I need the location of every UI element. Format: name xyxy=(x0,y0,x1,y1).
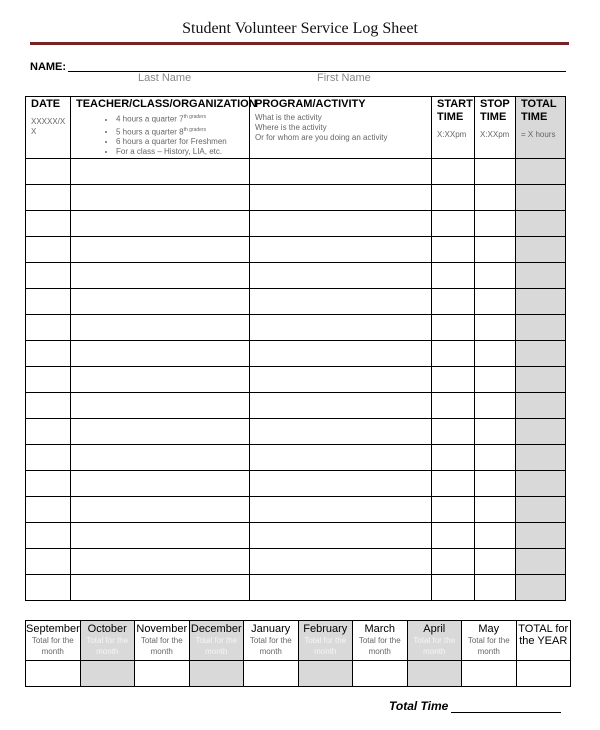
month-name: March xyxy=(364,623,396,635)
month-subtitle: Total for the month xyxy=(358,636,401,656)
month-cell xyxy=(26,621,81,661)
total-time-cell[interactable] xyxy=(516,341,566,367)
month-cell xyxy=(298,621,353,661)
program-cell[interactable] xyxy=(250,549,432,575)
year-total-entry[interactable] xyxy=(516,661,571,687)
total-time-cell[interactable] xyxy=(516,393,566,419)
program-cell[interactable] xyxy=(250,575,432,601)
teacher-cell[interactable] xyxy=(71,315,250,341)
name-label: NAME: xyxy=(30,61,67,73)
log-entry-row xyxy=(26,211,566,237)
last-name-caption: Last Name xyxy=(138,72,192,84)
log-entry-row xyxy=(26,549,566,575)
total-time-cell[interactable] xyxy=(516,523,566,549)
program-cell[interactable] xyxy=(250,289,432,315)
log-entry-row xyxy=(26,315,566,341)
start-time-cell[interactable] xyxy=(432,445,475,471)
total-time-cell[interactable] xyxy=(516,185,566,211)
total-time-cell[interactable] xyxy=(516,549,566,575)
date-cell[interactable] xyxy=(26,445,71,471)
first-name-caption: First Name xyxy=(317,72,371,84)
log-entry-row xyxy=(26,575,566,601)
start-time-cell[interactable] xyxy=(432,393,475,419)
month-total-entry[interactable] xyxy=(244,661,299,687)
teacher-hint-superscript: th graders xyxy=(183,126,207,133)
date-cell[interactable] xyxy=(26,341,71,367)
month-total-entry[interactable] xyxy=(26,661,81,687)
teacher-cell[interactable] xyxy=(71,211,250,237)
month-name: May xyxy=(478,623,500,635)
start-time-cell[interactable] xyxy=(432,575,475,601)
header-stop-time xyxy=(475,97,516,159)
program-cell[interactable] xyxy=(250,497,432,523)
stop-time-cell[interactable] xyxy=(475,549,516,575)
teacher-cell[interactable] xyxy=(71,237,250,263)
page-title: Student Volunteer Service Log Sheet xyxy=(182,20,418,37)
start-time-cell[interactable] xyxy=(432,497,475,523)
teacher-cell[interactable] xyxy=(71,575,250,601)
program-cell[interactable] xyxy=(250,185,432,211)
date-cell[interactable] xyxy=(26,237,71,263)
program-cell[interactable] xyxy=(250,159,432,185)
log-entry-row xyxy=(26,159,566,185)
header-total-label: TOTAL TIME xyxy=(521,98,557,123)
date-cell[interactable] xyxy=(26,211,71,237)
month-subtitle: Total for the month xyxy=(249,636,292,656)
start-time-cell[interactable] xyxy=(432,159,475,185)
month-name: September xyxy=(26,623,80,635)
total-time-cell[interactable] xyxy=(516,367,566,393)
header-program-label: PROGRAM/ACTIVITY xyxy=(255,98,366,110)
start-time-cell[interactable] xyxy=(432,211,475,237)
month-name: October xyxy=(87,623,127,635)
teacher-cell[interactable] xyxy=(71,263,250,289)
header-date-label: DATE xyxy=(31,98,61,110)
total-time-cell[interactable] xyxy=(516,315,566,341)
log-entry-row xyxy=(26,393,566,419)
month-total-entry[interactable] xyxy=(80,661,135,687)
stop-time-cell[interactable] xyxy=(475,523,516,549)
month-cell xyxy=(353,621,408,661)
total-time-cell[interactable] xyxy=(516,419,566,445)
total-time-cell[interactable] xyxy=(516,497,566,523)
date-cell[interactable] xyxy=(26,159,71,185)
teacher-cell[interactable] xyxy=(71,523,250,549)
start-time-cell[interactable] xyxy=(432,315,475,341)
teacher-cell[interactable] xyxy=(71,289,250,315)
stop-time-cell[interactable] xyxy=(475,367,516,393)
start-time-cell[interactable] xyxy=(432,341,475,367)
stop-time-cell[interactable] xyxy=(475,497,516,523)
month-subtitle: Total for the month xyxy=(467,636,510,656)
log-entry-row xyxy=(26,419,566,445)
start-time-cell[interactable] xyxy=(432,289,475,315)
stop-time-cell[interactable] xyxy=(475,419,516,445)
stop-time-cell[interactable] xyxy=(475,393,516,419)
header-teacher xyxy=(71,97,257,159)
program-cell[interactable] xyxy=(250,471,432,497)
start-time-cell[interactable] xyxy=(432,471,475,497)
month-total-entry[interactable] xyxy=(135,661,190,687)
header-teacher-label: TEACHER/CLASS/ORGANIZATION xyxy=(76,98,257,110)
start-time-cell[interactable] xyxy=(432,419,475,445)
stop-time-cell[interactable] xyxy=(475,315,516,341)
month-header-row xyxy=(26,621,571,661)
log-header-row xyxy=(26,97,566,159)
total-hint: = X hours xyxy=(521,130,556,139)
date-cell[interactable] xyxy=(26,523,71,549)
teacher-cell[interactable] xyxy=(71,185,250,211)
teacher-hint-item: • 5 hours a quarter $8^{th graders}$ xyxy=(116,125,244,138)
total-time-label: Total Time xyxy=(389,699,449,713)
month-total-entry[interactable] xyxy=(353,661,408,687)
teacher-hint-item: • 4 hours a quarter $7^{th graders}$ xyxy=(116,112,244,125)
month-cell xyxy=(407,621,462,661)
start-hint: X:XXpm xyxy=(437,130,467,139)
month-subtitle: Total for the month xyxy=(31,636,74,656)
program-cell[interactable] xyxy=(250,367,432,393)
year-total-cell xyxy=(516,621,571,661)
month-name: December xyxy=(190,623,242,635)
program-cell[interactable] xyxy=(250,315,432,341)
teacher-cell[interactable] xyxy=(71,419,250,445)
log-entry-row xyxy=(26,471,566,497)
month-subtitle: Total for the month xyxy=(304,636,347,656)
monthly-totals-table xyxy=(25,620,571,687)
log-table-body xyxy=(26,159,566,601)
month-cell xyxy=(189,621,244,661)
month-name: February xyxy=(303,623,348,635)
stop-time-cell[interactable] xyxy=(475,575,516,601)
date-cell[interactable] xyxy=(26,575,71,601)
stop-time-cell[interactable] xyxy=(475,289,516,315)
program-cell[interactable] xyxy=(250,445,432,471)
date-hint: XXXXX/X X xyxy=(31,117,66,136)
month-total-entry[interactable] xyxy=(189,661,244,687)
stop-time-cell[interactable] xyxy=(475,445,516,471)
total-time-cell[interactable] xyxy=(516,237,566,263)
start-time-cell[interactable] xyxy=(432,185,475,211)
teacher-hint-item: • 6 hours a quarter for Freshmen xyxy=(116,137,244,147)
program-cell[interactable] xyxy=(250,393,432,419)
month-entry-row xyxy=(26,661,571,687)
start-time-cell[interactable] xyxy=(432,367,475,393)
stop-time-cell[interactable] xyxy=(475,471,516,497)
stop-hint: X:XXpm xyxy=(480,130,510,139)
month-name: November xyxy=(136,623,188,635)
program-cell[interactable] xyxy=(250,263,432,289)
month-total-entry[interactable] xyxy=(298,661,353,687)
date-cell[interactable] xyxy=(26,471,71,497)
log-entry-row xyxy=(26,497,566,523)
stop-time-cell[interactable] xyxy=(475,263,516,289)
header-start-time xyxy=(432,97,475,159)
month-cell xyxy=(244,621,299,661)
teacher-cell[interactable] xyxy=(71,497,250,523)
log-entry-row xyxy=(26,289,566,315)
start-time-cell[interactable] xyxy=(432,549,475,575)
date-cell[interactable] xyxy=(26,289,71,315)
date-cell[interactable] xyxy=(26,497,71,523)
program-cell[interactable] xyxy=(250,419,432,445)
month-cell xyxy=(80,621,135,661)
start-time-cell[interactable] xyxy=(432,237,475,263)
log-entry-row xyxy=(26,263,566,289)
stop-time-cell[interactable] xyxy=(475,211,516,237)
program-hint: What is the activity xyxy=(255,113,322,122)
program-cell[interactable] xyxy=(250,341,432,367)
teacher-hint-item: • For a class – History, LIA, etc. xyxy=(116,147,244,157)
date-cell[interactable] xyxy=(26,185,71,211)
month-total-entry[interactable] xyxy=(462,661,517,687)
stop-time-cell[interactable] xyxy=(475,185,516,211)
date-cell[interactable] xyxy=(26,393,71,419)
month-subtitle: Total for the month xyxy=(195,636,238,656)
program-hint: Where is the activity xyxy=(255,123,327,132)
month-subtitle: Total for the month xyxy=(140,636,183,656)
teacher-cell[interactable] xyxy=(71,445,250,471)
date-cell[interactable] xyxy=(26,315,71,341)
month-cell xyxy=(462,621,517,661)
total-time-cell[interactable] xyxy=(516,211,566,237)
month-total-entry[interactable] xyxy=(407,661,462,687)
header-start-label: START TIME xyxy=(437,98,473,123)
teacher-cell[interactable] xyxy=(71,341,250,367)
title-divider xyxy=(30,42,569,45)
month-subtitle: Total for the month xyxy=(413,636,456,656)
log-entry-row xyxy=(26,185,566,211)
total-time-cell[interactable] xyxy=(516,445,566,471)
total-time-field-line[interactable] xyxy=(451,712,561,713)
header-stop-label: STOP TIME xyxy=(480,98,510,123)
teacher-cell[interactable] xyxy=(71,393,250,419)
teacher-hints-list xyxy=(76,112,244,157)
program-hint: Or for whom are you doing an activity xyxy=(255,133,388,142)
month-subtitle: Total for the month xyxy=(86,636,129,656)
header-date xyxy=(26,97,71,159)
stop-time-cell[interactable] xyxy=(475,159,516,185)
date-cell[interactable] xyxy=(26,263,71,289)
teacher-cell[interactable] xyxy=(71,367,250,393)
month-cell xyxy=(135,621,190,661)
total-time-cell[interactable] xyxy=(516,263,566,289)
month-name: January xyxy=(251,623,291,635)
log-entry-row xyxy=(26,367,566,393)
total-time-cell[interactable] xyxy=(516,289,566,315)
log-entry-row xyxy=(26,237,566,263)
teacher-cell[interactable] xyxy=(71,471,250,497)
program-cell[interactable] xyxy=(250,523,432,549)
date-cell[interactable] xyxy=(26,419,71,445)
header-program xyxy=(250,97,432,159)
start-time-cell[interactable] xyxy=(432,523,475,549)
log-entry-row xyxy=(26,341,566,367)
start-time-cell[interactable] xyxy=(432,263,475,289)
teacher-cell[interactable] xyxy=(71,549,250,575)
header-total-time xyxy=(516,97,566,159)
program-cell[interactable] xyxy=(250,211,432,237)
year-total-label: TOTAL for the YEAR xyxy=(518,623,569,647)
total-time-cell[interactable] xyxy=(516,159,566,185)
teacher-hint-superscript: th graders xyxy=(183,114,207,120)
program-cell[interactable] xyxy=(250,237,432,263)
stop-time-cell[interactable] xyxy=(475,237,516,263)
total-time-cell[interactable] xyxy=(516,471,566,497)
date-cell[interactable] xyxy=(26,367,71,393)
service-log-table xyxy=(25,96,566,601)
date-cell[interactable] xyxy=(26,549,71,575)
log-entry-row xyxy=(26,523,566,549)
stop-time-cell[interactable] xyxy=(475,341,516,367)
teacher-cell[interactable] xyxy=(71,159,250,185)
log-entry-row xyxy=(26,445,566,471)
total-time-cell[interactable] xyxy=(516,575,566,601)
month-name: April xyxy=(423,623,446,635)
